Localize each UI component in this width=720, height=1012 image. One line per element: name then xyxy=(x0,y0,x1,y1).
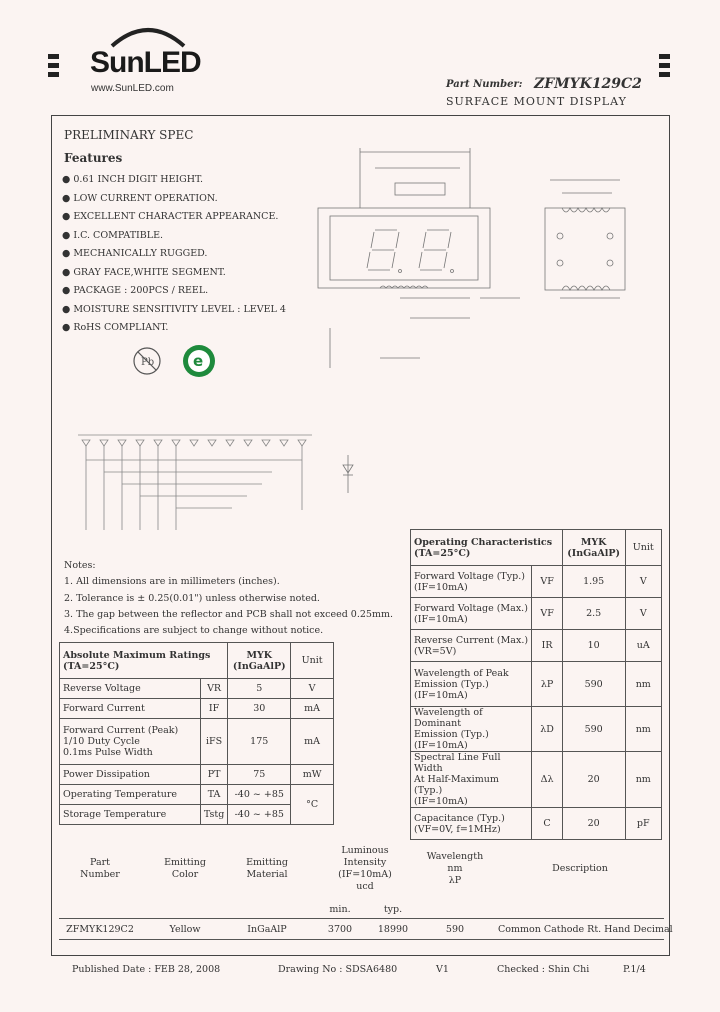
logo-bar xyxy=(659,63,670,68)
page-number: P.1/4 xyxy=(623,964,646,975)
prelim-title: PRELIMINARY SPEC xyxy=(64,128,194,142)
checked-by: Checked : Shin Chi xyxy=(497,964,590,975)
divider xyxy=(59,939,664,940)
table-row: Capacitance (Typ.) (VF=0V, f=1MHz) C 20 pF xyxy=(411,808,662,840)
divider xyxy=(59,918,664,919)
notes-title: Notes: xyxy=(64,560,96,571)
sel-min: min. xyxy=(329,904,351,915)
feature-item: ● LOW CURRENT OPERATION. xyxy=(62,192,218,204)
sel-description: Common Cathode Rt. Hand Decimal xyxy=(498,924,673,935)
feature-item: ● EXCELLENT CHARACTER APPEARANCE. xyxy=(62,211,279,222)
pb-free-icon xyxy=(130,344,164,378)
sel-header-color: Emitting Color xyxy=(164,857,206,880)
sel-header-material: Emitting Material xyxy=(246,857,288,880)
svg-text:Pb: Pb xyxy=(141,357,155,368)
table-row: Forward Current IF 30 mA xyxy=(60,699,334,719)
logo-bar xyxy=(48,54,59,59)
brand-logo: SunLED xyxy=(90,46,201,79)
abs-max-table xyxy=(59,642,334,825)
published-date: Published Date : FEB 28, 2008 xyxy=(72,964,221,975)
table-row: Spectral Line Full Width At Half-Maximum (Typ.) (IF=10mA) Δλ 20 nm xyxy=(411,752,662,808)
feature-item: ● 0.61 INCH DIGIT HEIGHT. xyxy=(62,174,203,185)
table-row: Wavelength of Peak Emission (Typ.) (IF=10mA) λP 590 nm xyxy=(411,662,662,707)
website-link[interactable]: www.SunLED.com xyxy=(91,83,174,94)
sel-lum-min: 3700 xyxy=(327,924,353,935)
version: V1 xyxy=(436,964,449,975)
circuit-diagram xyxy=(72,420,332,545)
op-col-myk: MYK (InGaAlP) xyxy=(562,530,625,566)
table-row: Power Dissipation PT 75 mW xyxy=(60,765,334,785)
part-number: ZFMYK129C2 xyxy=(534,76,642,92)
svg-text:e: e xyxy=(193,352,204,370)
features-title: Features xyxy=(64,151,123,165)
note-item: 4.Specifications are subject to change without notice. xyxy=(64,625,324,637)
table-row: Forward Current (Peak) 1/10 Duty Cycle 0.1ms Pulse Width iFS 175 mA xyxy=(60,719,334,765)
part-number-label: Part Number: xyxy=(446,79,523,90)
note-item: 1. All dimensions are in millimeters (inches). xyxy=(64,576,280,588)
sel-wavelength: 590 xyxy=(445,924,465,935)
logo-arc-icon xyxy=(108,24,188,48)
abs-table-header: Absolute Maximum Ratings (TA=25°C) xyxy=(60,643,228,679)
sel-color: Yellow xyxy=(169,924,201,935)
rohs-e-icon xyxy=(180,342,218,380)
table-row: Reverse Current (Max.) (VR=5V) IR 10 uA xyxy=(411,630,662,662)
feature-item: ● PACKAGE : 200PCS / REEL. xyxy=(62,285,209,296)
product-subtitle: SURFACE MOUNT DISPLAY xyxy=(446,95,627,108)
notes-block xyxy=(64,558,393,639)
op-table-header: Operating Characteristics (TA=25°C) xyxy=(411,530,563,566)
package-drawing xyxy=(300,138,640,368)
feature-item: ● MECHANICALLY RUGGED. xyxy=(62,248,208,259)
features-list xyxy=(62,173,286,340)
sel-typ: typ. xyxy=(383,904,403,915)
table-row: Forward Voltage (Typ.) (IF=10mA) VF 1.95 V xyxy=(411,566,662,598)
feature-item: ● GRAY FACE,WHITE SEGMENT. xyxy=(62,266,226,278)
table-row: Reverse Voltage VR 5 V xyxy=(60,679,334,699)
logo-bar xyxy=(48,72,59,77)
op-col-unit: Unit xyxy=(625,530,661,566)
table-row: Forward Voltage (Max.) (IF=10mA) VF 2.5 V xyxy=(411,598,662,630)
drawing-number: Drawing No : SDSA6480 xyxy=(278,964,398,975)
logo-bar xyxy=(659,72,670,77)
abs-col-unit: Unit xyxy=(291,643,334,679)
note-item: 3. The gap between the reflector and PCB shall not exceed 0.25mm. xyxy=(64,608,393,620)
sel-lum-typ: 18990 xyxy=(377,924,409,935)
sel-header-luminous: Luminous Intensity (IF=10mA) ucd xyxy=(338,845,392,892)
diode-symbol-icon xyxy=(340,455,360,495)
table-row: Operating Temperature TA -40 ~ +85 °C xyxy=(60,785,334,805)
sel-header-part: Part Number xyxy=(80,857,120,880)
logo-bar xyxy=(659,54,670,59)
sel-header-description: Description xyxy=(552,863,608,874)
feature-item: ● MOISTURE SENSITIVITY LEVEL : LEVEL 4 xyxy=(62,303,286,315)
logo-bar xyxy=(48,63,59,68)
sel-header-wavelength: Wavelength nm λP xyxy=(426,851,484,886)
sel-material: InGaAlP xyxy=(247,924,287,935)
sel-part: ZFMYK129C2 xyxy=(66,924,134,935)
abs-col-myk: MYK (InGaAlP) xyxy=(228,643,291,679)
op-char-table xyxy=(410,529,662,840)
feature-item: ● RoHS COMPLIANT. xyxy=(62,322,169,333)
feature-item: ● I.C. COMPATIBLE. xyxy=(62,229,164,241)
table-row: Wavelength of Dominant Emission (Typ.) (IF=10mA) λD 590 nm xyxy=(411,707,662,752)
table-row: Storage Temperature Tstg -40 ~ +85 xyxy=(60,805,334,825)
note-item: 2. Tolerance is ± 0.25(0.01") unless otherwise noted. xyxy=(64,592,320,604)
